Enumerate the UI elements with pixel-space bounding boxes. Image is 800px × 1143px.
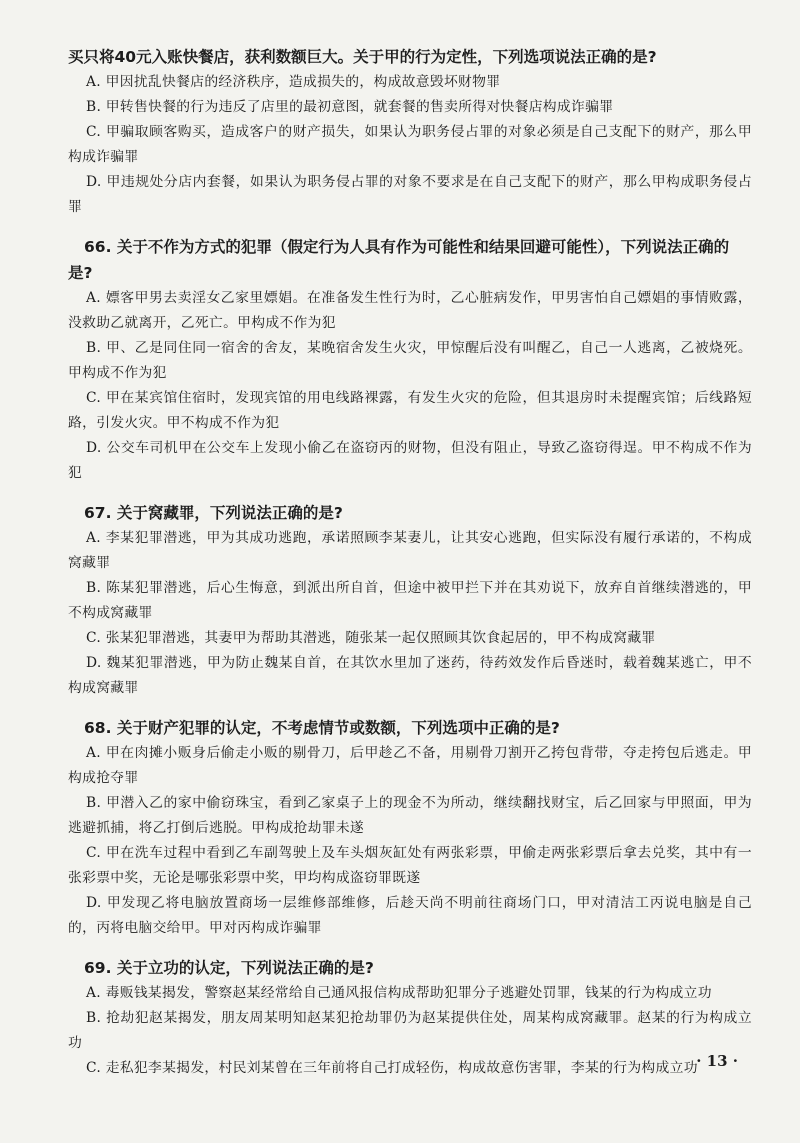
- option-c: C. 走私犯李某揭发，村民刘某曾在三年前将自己打成轻伤，构成故意伤害罪，李某的行为构成立功: [86, 1060, 698, 1076]
- option-d: D. 公交车司机甲在公交车上发现小偷乙在盗窃丙的财物，但没有阻止，导致乙盗窃得逞。甲不构成不作为犯: [68, 440, 752, 481]
- option-a: A. 嫖客甲男去卖淫女乙家里嫖娼。在准备发生性行为时，乙心脏病发作，甲男害怕自己嫖娼的事情败露，没救助乙就离开，乙死亡。甲构成不作为犯: [68, 290, 752, 331]
- question-67: [68, 500, 752, 701]
- question-68: [68, 715, 752, 941]
- question-stem: 68. 关于财产犯罪的认定，不考虑情节或数额，下列选项中正确的是?: [84, 719, 560, 737]
- document-page: [68, 44, 752, 1081]
- option-d: D. 甲发现乙将电脑放置商场一层维修部维修，后趁天尚不明前往商场门口，甲对清洁工丙说电脑是自己的，丙将电脑交给甲。甲对丙构成诈骗罪: [68, 895, 752, 936]
- option-a: A. 甲在肉摊小贩身后偷走小贩的剔骨刀，后甲趁乙不备，用剔骨刀割开乙挎包背带，夺走挎包后逃走。甲构成抢夺罪: [68, 745, 752, 786]
- option-a: A. 毒贩钱某揭发，警察赵某经常给自己通风报信构成帮助犯罪分子逃避处罚罪，钱某的行为构成立功: [86, 985, 712, 1001]
- option-c: C. 甲在某宾馆住宿时，发现宾馆的用电线路裸露，有发生火灾的危险，但其退房时未提醒宾馆；后线路短路，引发火灾。甲不构成不作为犯: [68, 390, 752, 431]
- option-b: B. 甲、乙是同住同一宿舍的舍友，某晚宿舍发生火灾，甲惊醒后没有叫醒乙，自己一人逃离，乙被烧死。甲构成不作为犯: [68, 340, 752, 381]
- question-stem: 66. 关于不作为方式的犯罪（假定行为人具有作为可能性和结果回避可能性），下列说法正确的是?: [68, 238, 730, 282]
- question-stem: 买只将40元入账快餐店，获利数额巨大。关于甲的行为定性，下列选项说法正确的是?: [68, 48, 657, 66]
- option-d: D. 甲违规处分店内套餐，如果认为职务侵占罪的对象不要求是在自己支配下的财产，那么甲构成职务侵占罪: [68, 174, 752, 215]
- option-b: B. 陈某犯罪潜逃，后心生悔意，到派出所自首，但途中被甲拦下并在其劝说下，放弃自首继续潜逃的，甲不构成窝藏罪: [68, 580, 752, 621]
- option-d: D. 魏某犯罪潜逃，甲为防止魏某自首，在其饮水里加了迷药，待药效发作后昏迷时，载着魏某逃亡，甲不构成窝藏罪: [68, 655, 752, 696]
- option-a: A. 甲因扰乱快餐店的经济秩序，造成损失的，构成故意毁坏财物罪: [86, 74, 501, 90]
- question-stem: 67. 关于窝藏罪，下列说法正确的是?: [84, 504, 343, 522]
- option-a: A. 李某犯罪潜逃，甲为其成功逃跑，承诺照顾李某妻儿，让其安心逃跑，但实际没有履行承诺的，不构成窝藏罪: [68, 530, 752, 571]
- question-69: [68, 955, 752, 1081]
- page-number: · 13 ·: [696, 1052, 738, 1070]
- option-c: C. 甲骗取顾客购买，造成客户的财产损失，如果认为职务侵占罪的对象必须是自己支配下的财产，那么甲构成诈骗罪: [68, 124, 752, 165]
- question-stem: 69. 关于立功的认定，下列说法正确的是?: [84, 959, 374, 977]
- question-66: [68, 234, 752, 486]
- question-65-continuation: [68, 44, 752, 220]
- option-c: C. 张某犯罪潜逃，其妻甲为帮助其潜逃，随张某一起仅照顾其饮食起居的，甲不构成窝藏罪: [86, 630, 656, 646]
- option-c: C. 甲在洗车过程中看到乙车副驾驶上及车头烟灰缸处有两张彩票，甲偷走两张彩票后拿去兑奖，其中有一张彩票中奖，无论是哪张彩票中奖，甲均构成盗窃罪既遂: [68, 845, 752, 886]
- option-b: B. 抢劫犯赵某揭发，朋友周某明知赵某犯抢劫罪仍为赵某提供住处，周某构成窝藏罪。赵某的行为构成立功: [68, 1010, 752, 1051]
- option-b: B. 甲潜入乙的家中偷窃珠宝，看到乙家桌子上的现金不为所动，继续翻找财宝，后乙回家与甲照面，甲为逃避抓捕，将乙打倒后逃脱。甲构成抢劫罪未遂: [68, 795, 752, 836]
- option-b: B. 甲转售快餐的行为违反了店里的最初意图，就套餐的售卖所得对快餐店构成诈骗罪: [86, 99, 614, 115]
